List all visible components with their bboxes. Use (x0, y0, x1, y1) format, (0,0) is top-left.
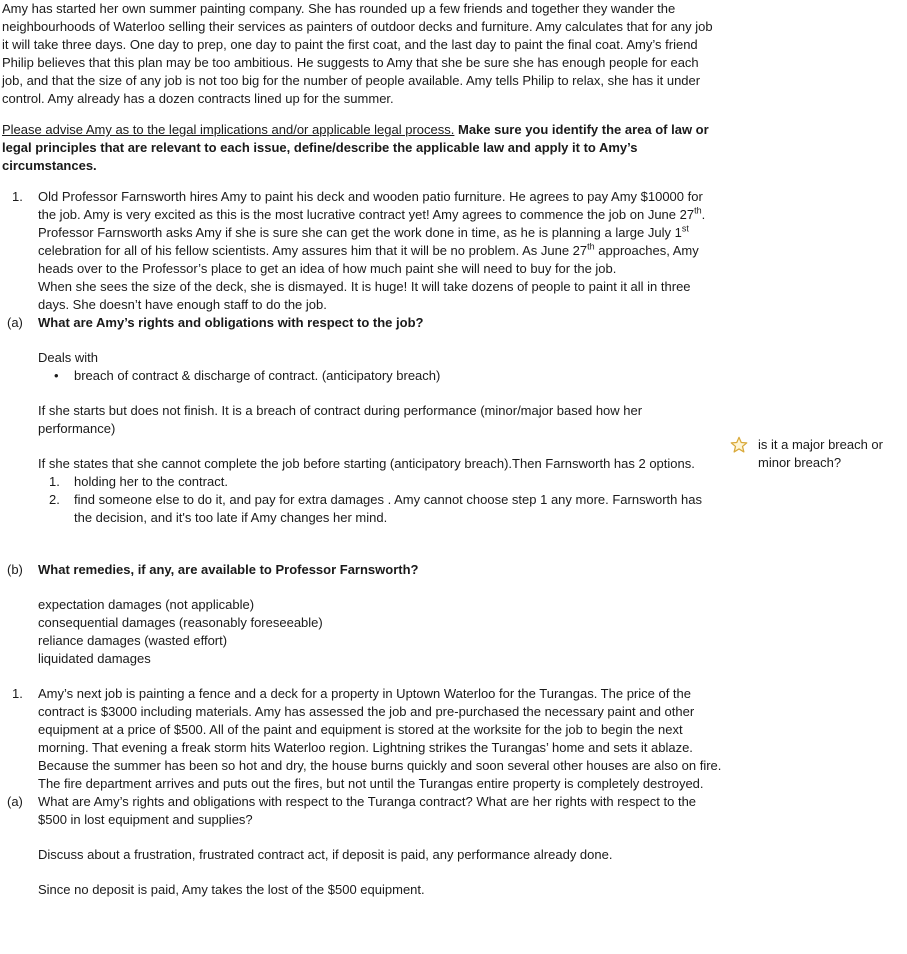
question-1a-label: (a) (7, 315, 23, 330)
question-1-facts: Old Professor Farnsworth hires Amy to paint his deck and wooden patio furniture. He agrees to pay Amy $10000 for the job. Amy is very excited as this is the most lucrative contract yet! Amy agrees to commence the job on June 27th. Professor Farnsworth asks Amy if she is sure she can get the work done in time, as he is planning a large July 1st celebration for all of his fellow scientists. Amy assures him that it will be no problem. As June 27th approaches, Amy heads over to the Professor’s place to get an idea of how much paint she will need to buy for the job. (38, 189, 706, 276)
instruction-bold: Make sure you identify the area of law or legal principles that are relevant to each issue, define/describe the applicable law and apply it to Amy’s circumstances. (2, 122, 709, 173)
remedy-item: liquidated damages (38, 651, 151, 666)
document-body (2, 0, 722, 899)
question-2-facts: Amy’s next job is painting a fence and a deck for a property in Uptown Waterloo for the Turangas. The price of the contract is $3000 including materials. Amy has assessed the job and pre-purchased the necessary paint and other equipment at a price of $500. All of the paint and equipment is stored at the worksite for the job to begin the next morning. That evening a freak storm hits Waterloo region. Lightning strikes the Turangas’ home and sets it ablaze. Because the summer has been so hot and dry, the house burns quickly and soon several other houses are also on fire. The fire department arrives and puts out the fires, but not until the Turangas entire property is completely destroyed. (38, 686, 722, 791)
star-icon[interactable] (730, 436, 748, 454)
intro-paragraph: Amy has started her own summer painting company. She has rounded up a few friends and together they wander the neighbourhoods of Waterloo selling their services as painters of outdoor decks and furniture. Amy calculates that for any job it will take three days. One day to prep, one day to paint the first coat, and the last day to paint the final coat. Amy’s friend Philip believes that this plan may be too ambitious. He suggests to Amy that she be sure she has enough people for each job, and that the size of any job is not too big for the number of people available. Amy tells Philip to relax, she has it under control. Amy already has a dozen contracts lined up for the summer. (2, 1, 713, 106)
answer-if-states: If she states that she cannot complete the job before starting (anticipatory breach).Then Farnsworth has 2 options. (38, 456, 695, 471)
question-1b (2, 561, 722, 579)
question-2a-text: What are Amy’s rights and obligations with respect to the Turanga contract? What are her rights with respect to the $500 in lost equipment and supplies? (38, 794, 697, 827)
question-2 (2, 685, 722, 793)
option-item: 1. holding her to the contract. (49, 474, 228, 489)
question-2-number: 1. (12, 686, 23, 701)
answer-if-starts: If she starts but does not finish. It is a breach of contract during performance (minor/major based how her performance) (38, 403, 643, 436)
comment-text: is it a major breach or minor breach? (758, 437, 883, 470)
question-1-number: 1. (12, 189, 23, 204)
question-2a (2, 793, 722, 829)
remedy-item: expectation damages (not applicable) (38, 597, 255, 612)
answer-discuss: Discuss about a frustration, frustrated contract act, if deposit is paid, any performance already done. (38, 847, 613, 862)
question-1b-text: What remedies, if any, are available to Professor Farnsworth? (38, 562, 419, 577)
remedy-item: consequential damages (reasonably foreseeable) (38, 615, 323, 630)
question-1 (2, 188, 722, 314)
option-item: 2. find someone else to do it, and pay for extra damages . Amy cannot choose step 1 any more. Farnsworth has the decision, and it's too late if Amy changes her mind. (49, 492, 702, 525)
question-1-facts-2: When she sees the size of the deck, she is dismayed. It is huge! It will take dozens of people to paint it all in three days. She doesn’t have enough staff to do the job. (38, 279, 691, 312)
remedy-item: reliance damages (wasted effort) (38, 633, 228, 648)
question-1a-text: What are Amy’s rights and obligations with respect to the job? (38, 315, 424, 330)
instruction-paragraph (2, 121, 722, 175)
question-1b-label: (b) (7, 562, 23, 577)
question-2a-label: (a) (7, 794, 23, 809)
instruction-underlined: Please advise Amy as to the legal implications and/or applicable legal process. (2, 122, 455, 137)
list-item: • breach of contract & discharge of contract. (anticipatory breach) (54, 368, 441, 383)
bullet-icon: • (54, 368, 59, 383)
question-1a (2, 314, 722, 332)
deals-with-label: Deals with (38, 350, 98, 365)
answer-since: Since no deposit is paid, Amy takes the lost of the $500 equipment. (38, 882, 425, 897)
margin-comment[interactable] (730, 436, 900, 472)
